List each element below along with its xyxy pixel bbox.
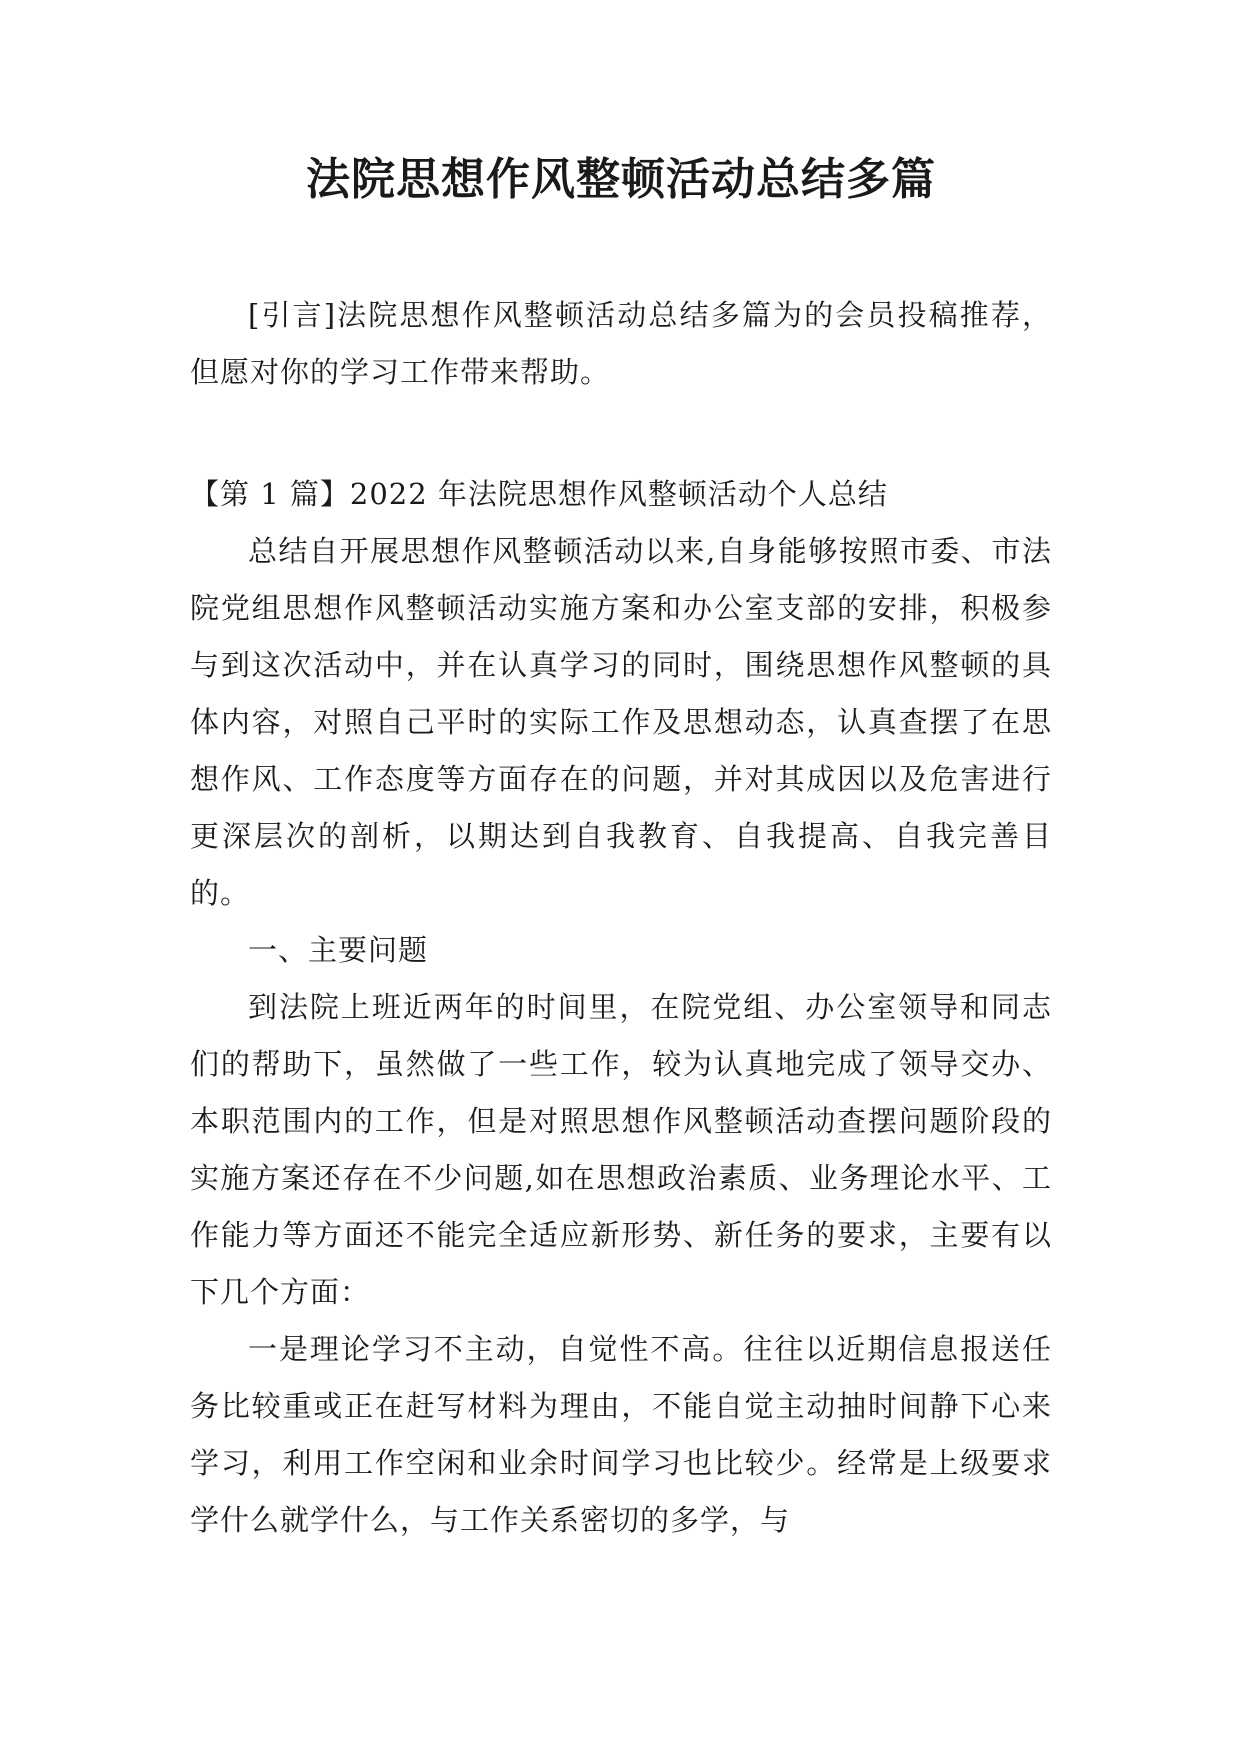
- subheading-main-problems: 一、主要问题: [248, 933, 429, 967]
- body-paragraph: 总结自开展思想作风整顿活动以来,自身能够按照市委、市法院党组思想作风整顿活动实施方案和办公室支部的安排，积极参与到这次活动中，并在认真学习的同时，围绕思想作风整顿的具体内容，对照自己平时的实际工作及思想动态，认真查摆了在思想作风、工作态度等方面存在的问题，并对其成因以及危害进行更深层次的剖析，以期达到自我教育、自我提高、自我完善目的。: [190, 534, 1052, 910]
- body-paragraph: 到法院上班近两年的时间里，在院党组、办公室领导和同志们的帮助下，虽然做了一些工作，较为认真地完成了领导交办、本职范围内的工作，但是对照思想作风整顿活动查摆问题阶段的实施方案还存在不少问题,如在思想政治素质、业务理论水平、工作能力等方面还不能完全适应新形势、新任务的要求，主要有以下几个方面：: [190, 990, 1052, 1309]
- section-heading: 【第 1 篇】2022 年法院思想作风整顿活动个人总结: [190, 477, 888, 511]
- document-body: [190, 523, 1052, 1549]
- intro-paragraph: [引言]法院思想作风整顿活动总结多篇为的会员投稿推荐，但愿对你的学习工作带来帮助。: [190, 298, 1052, 389]
- body-paragraph: 一是理论学习不主动，自觉性不高。往往以近期信息报送任务比较重或正在赶写材料为理由，不能自觉主动抽时间静下心来学习，利用工作空闲和业余时间学习也比较少。经常是上级要求学什么就学什么，与工作关系密切的多学，与: [190, 1332, 1052, 1537]
- document-title: 法院思想作风整顿活动总结多篇: [306, 154, 936, 205]
